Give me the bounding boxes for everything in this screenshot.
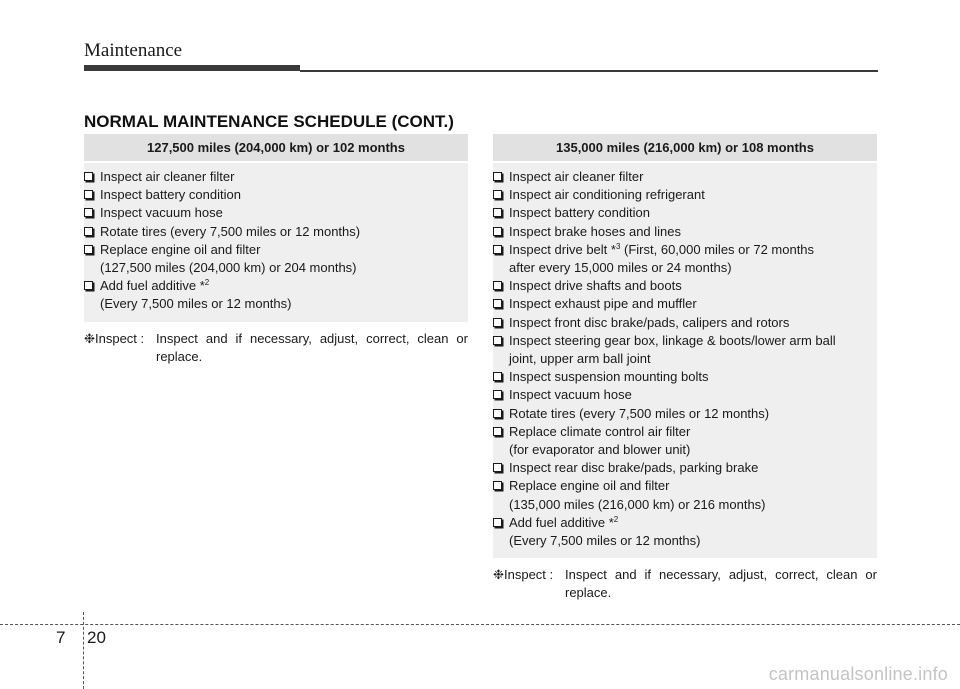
item-text: Replace engine oil and filter	[100, 241, 261, 257]
checkbox-icon	[84, 281, 93, 290]
inspect-note	[84, 330, 468, 366]
checkbox-icon	[84, 190, 93, 199]
checklist-item	[493, 314, 877, 332]
checklist-item	[84, 168, 468, 186]
checklist	[84, 163, 468, 322]
note-text: Inspect and if necessary, adjust, correct, clean or replace.	[565, 567, 877, 601]
item-text: Inspect air conditioning refrigerant	[509, 187, 705, 203]
footnote-marker: 2	[204, 278, 210, 288]
checklist-item	[493, 423, 877, 459]
checkbox-icon	[493, 336, 502, 345]
checklist-item	[493, 386, 877, 404]
checklist-item	[84, 241, 468, 277]
item-continuation: (for evaporator and blower unit)	[509, 442, 691, 458]
note-symbol-icon: ❉	[84, 330, 95, 346]
item-continuation: joint, upper arm ball joint	[509, 351, 651, 367]
item-text: Inspect rear disc brake/pads, parking brake	[509, 460, 759, 476]
header-rule-thick	[84, 65, 300, 71]
watermark: carmanualsonline.info	[768, 664, 948, 684]
panel-title: 135,000 miles (216,000 km) or 108 months	[493, 134, 877, 161]
item-text: Inspect suspension mounting bolts	[509, 369, 709, 385]
checklist-item	[84, 204, 468, 222]
checkbox-icon	[493, 190, 502, 199]
note-text: Inspect and if necessary, adjust, correct, clean or replace.	[156, 330, 468, 364]
chapter-number: 7	[56, 628, 66, 647]
checkbox-icon	[84, 245, 93, 254]
item-text: Inspect vacuum hose	[100, 205, 223, 221]
checklist-item	[84, 223, 468, 241]
checklist-item	[493, 405, 877, 423]
checklist	[493, 163, 877, 558]
checkbox-icon	[493, 481, 502, 490]
item-text: Rotate tires (every 7,500 miles or 12 months)	[100, 223, 361, 239]
checkbox-icon	[493, 518, 502, 527]
checkbox-icon	[493, 409, 502, 418]
checkbox-icon	[84, 227, 93, 236]
checklist-item	[493, 204, 877, 222]
item-text: Inspect battery condition	[509, 205, 650, 221]
item-text: Inspect air cleaner filter	[100, 169, 235, 184]
item-text: Inspect brake hoses and lines	[509, 223, 681, 239]
checkbox-icon	[493, 299, 502, 308]
item-text: Inspect steering gear box, linkage & boots/lower arm ball	[509, 332, 836, 348]
schedule-panel-135000	[493, 134, 877, 602]
item-continuation: (Every 7,500 miles or 12 months)	[509, 533, 701, 549]
item-text-after: (First, 60,000 miles or 72 months	[620, 241, 815, 257]
checkbox-icon	[493, 245, 502, 254]
checkbox-icon	[493, 390, 502, 399]
footnote-marker: 2	[613, 514, 619, 524]
footer-divider	[0, 624, 960, 625]
checklist-item	[84, 277, 468, 313]
item-continuation: after every 15,000 miles or 24 months)	[509, 260, 732, 276]
item-continuation: (127,500 miles (204,000 km) or 204 months)	[100, 260, 357, 276]
item-text: Add fuel additive *	[509, 514, 614, 530]
checkbox-icon	[493, 172, 502, 181]
item-text: Replace engine oil and filter	[509, 478, 670, 494]
item-text: Replace climate control air filter	[509, 423, 691, 439]
checklist-item	[493, 241, 877, 277]
checklist-item	[493, 223, 877, 241]
checklist-item	[493, 295, 877, 313]
section-title: Maintenance	[84, 40, 183, 61]
checklist-item	[493, 332, 877, 368]
checklist-item	[493, 277, 877, 295]
checkbox-icon	[493, 281, 502, 290]
note-lead: Inspect :	[504, 567, 554, 583]
checklist-item	[493, 514, 877, 550]
inspect-note	[493, 566, 877, 602]
item-text: Add fuel additive *	[100, 278, 205, 294]
footer-vertical-divider	[83, 612, 84, 689]
schedule-panel-127500	[84, 134, 468, 366]
page-heading: NORMAL MAINTENANCE SCHEDULE (CONT.)	[84, 112, 454, 131]
checkbox-icon	[84, 208, 93, 217]
item-text: Inspect drive belt *	[509, 241, 616, 257]
checkbox-icon	[493, 227, 502, 236]
checklist-item	[493, 459, 877, 477]
note-symbol-icon: ❉	[493, 567, 504, 583]
checkbox-icon	[493, 463, 502, 472]
checklist-item	[493, 168, 877, 186]
item-text: Rotate tires (every 7,500 miles or 12 months)	[509, 405, 770, 421]
checkbox-icon	[84, 172, 93, 181]
checklist-item	[493, 477, 877, 513]
checkbox-icon	[493, 318, 502, 327]
item-text: Inspect front disc brake/pads, calipers and rotors	[509, 314, 790, 330]
footnote-marker: 3	[615, 241, 621, 251]
item-text: Inspect drive shafts and boots	[509, 278, 682, 294]
checkbox-icon	[493, 208, 502, 217]
checklist-item	[493, 186, 877, 204]
item-continuation: (Every 7,500 miles or 12 months)	[100, 296, 292, 312]
checklist-item	[493, 368, 877, 386]
checkbox-icon	[493, 427, 502, 436]
item-text: Inspect exhaust pipe and muffler	[509, 296, 697, 312]
item-text: Inspect air cleaner filter	[509, 169, 644, 184]
note-lead: Inspect :	[95, 330, 145, 346]
header-rule-thin	[300, 70, 878, 72]
panel-title: 127,500 miles (204,000 km) or 102 months	[84, 134, 468, 161]
item-continuation: (135,000 miles (216,000 km) or 216 months)	[509, 496, 766, 512]
page-number: 20	[87, 628, 106, 647]
checklist-item	[84, 186, 468, 204]
checkbox-icon	[493, 372, 502, 381]
item-text: Inspect battery condition	[100, 187, 241, 203]
item-text: Inspect vacuum hose	[509, 387, 632, 403]
